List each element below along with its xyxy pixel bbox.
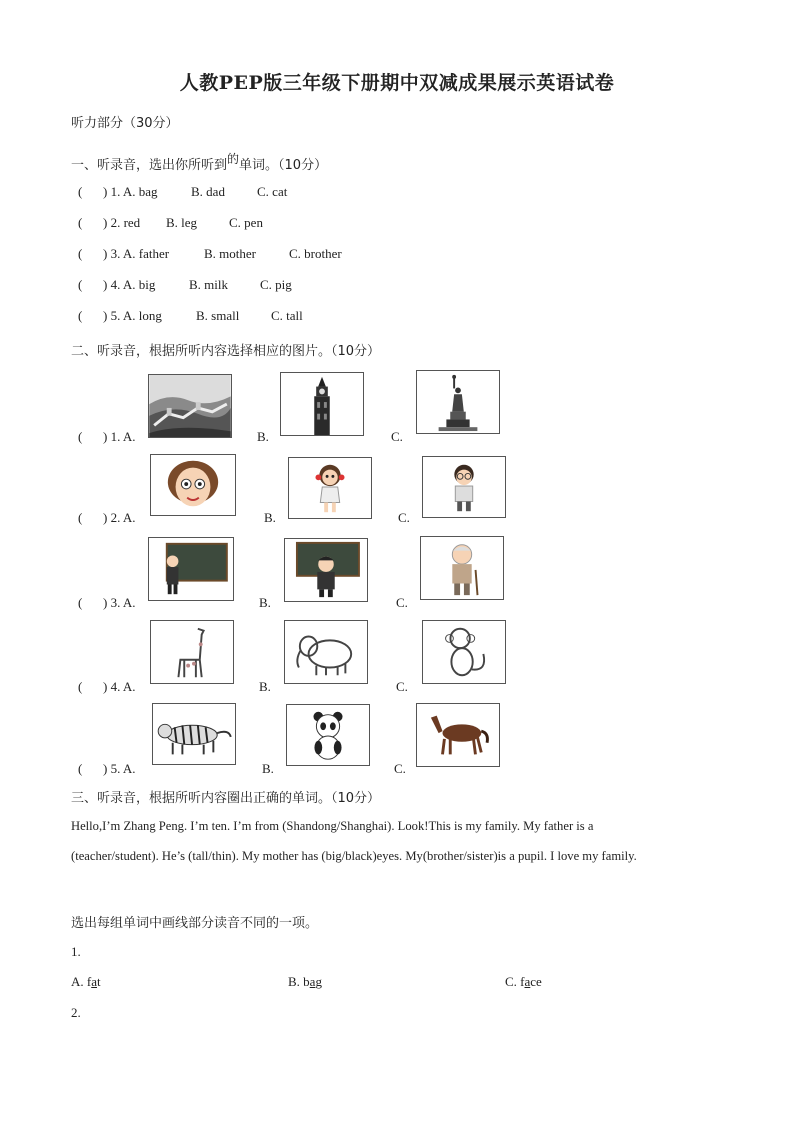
option-b: B. — [257, 429, 269, 444]
option-b: B. — [259, 679, 271, 694]
section1-heading — [71, 150, 327, 173]
question-number-and-option-a: ) 4. A. big — [103, 277, 156, 292]
giraffe-image[interactable] — [150, 620, 234, 684]
option-c: C. pig — [260, 277, 292, 292]
big-ben-photo[interactable] — [280, 372, 364, 436]
underlined-letter: a — [91, 974, 97, 989]
listening-header: 听力部分（30分） — [71, 116, 179, 131]
question-1-number: 1. — [71, 944, 81, 959]
answer-paren[interactable]: ( — [78, 510, 83, 525]
option-b: B. — [264, 510, 276, 525]
option-c: C. — [394, 761, 406, 776]
option-c: C. cat — [257, 184, 288, 199]
woman-face-image[interactable] — [150, 454, 236, 516]
option-b: B. milk — [189, 277, 229, 292]
question-number-and-option-a: ) 5. A. long — [103, 308, 162, 323]
elephant-image[interactable] — [284, 620, 368, 684]
old-man-with-cane-image[interactable] — [420, 536, 504, 600]
underlined-letter: a — [309, 974, 316, 989]
great-wall-photo[interactable] — [148, 374, 232, 438]
section4-heading: 选出每组单词中画线部分读音不同的一项。 — [71, 916, 319, 931]
student-at-board-image[interactable] — [284, 538, 368, 602]
option-c: C. pen — [229, 215, 263, 230]
answer-paren[interactable]: ( — [78, 277, 83, 292]
option-c-face[interactable] — [505, 974, 542, 990]
girl-image[interactable] — [288, 457, 372, 519]
option-c: C. — [396, 679, 408, 694]
answer-paren[interactable]: ( — [78, 679, 83, 694]
option-suffix: ce — [530, 974, 542, 989]
option-b: B. dad — [191, 184, 225, 199]
option-a-fat[interactable] — [71, 974, 101, 990]
option-b: B. mother — [204, 246, 256, 261]
option-suffix: g — [315, 974, 322, 989]
horse-image[interactable] — [416, 703, 500, 767]
option-c: C. — [391, 429, 403, 444]
passage-line-1: Hello,I’m Zhang Peng. I’m ten. I’m from (Shandong/Shanghai). Look!This is my family. My father is a — [71, 819, 594, 833]
tiger-image[interactable] — [152, 703, 236, 765]
monkey-image[interactable] — [422, 620, 506, 684]
option-c: C. tall — [271, 308, 303, 323]
question-number-and-option-a: ) 3. A. — [103, 595, 136, 610]
section1-heading-sup: 的 — [227, 152, 240, 166]
boy-image[interactable] — [422, 456, 506, 518]
question-number-and-option-a: ) 1. A. bag — [103, 184, 158, 199]
answer-paren[interactable]: ( — [78, 761, 83, 776]
teacher-at-board-image[interactable] — [148, 537, 234, 601]
panda-image[interactable] — [286, 704, 370, 766]
option-b: B. — [262, 761, 274, 776]
question-number-and-option-a: ) 2. A. — [103, 510, 136, 525]
answer-paren[interactable]: ( — [78, 246, 83, 261]
option-prefix: A. f — [71, 974, 92, 989]
question-number-and-option-a: ) 1. A. — [103, 429, 136, 444]
statue-of-liberty-photo[interactable] — [416, 370, 500, 434]
question-number-and-option-a: ) 5. A. — [103, 761, 136, 776]
question-number-and-option-a: ) 3. A. father — [103, 246, 170, 261]
option-b: B. leg — [166, 215, 198, 230]
option-b: B. — [259, 595, 271, 610]
answer-paren[interactable]: ( — [78, 184, 83, 199]
option-c: C. — [398, 510, 410, 525]
option-c: C. brother — [289, 246, 342, 261]
passage-line-2: (teacher/student). He’s (tall/thin). My mother has (big/black)eyes. My(brother/sister)is a pupil. I love my family. — [71, 849, 637, 863]
question-number-and-option-a: ) 2. red — [103, 215, 141, 230]
question-2-number: 2. — [71, 1005, 81, 1020]
option-suffix: t — [97, 974, 101, 989]
option-c: C. — [396, 595, 408, 610]
answer-paren[interactable]: ( — [78, 595, 83, 610]
section1-heading-post: 单词。（10分） — [239, 158, 328, 173]
page-title: 人教PEP版三年级下册期中双减成果展示英语试卷 — [179, 72, 615, 94]
section2-heading: 二、听录音，根据所听内容选择相应的图片。（10分） — [71, 344, 381, 359]
section1-heading-pre: 一、听录音，选出你所听到 — [71, 158, 228, 173]
option-prefix: B. b — [288, 974, 310, 989]
answer-paren[interactable]: ( — [78, 429, 83, 444]
option-b-bag[interactable] — [288, 974, 322, 990]
question-number-and-option-a: ) 4. A. — [103, 679, 136, 694]
option-b: B. small — [196, 308, 240, 323]
answer-paren[interactable]: ( — [78, 215, 83, 230]
option-prefix: C. f — [505, 974, 525, 989]
section3-heading: 三、听录音，根据所听内容圈出正确的单词。（10分） — [71, 791, 381, 806]
answer-paren[interactable]: ( — [78, 308, 83, 323]
underlined-letter: a — [524, 974, 531, 989]
